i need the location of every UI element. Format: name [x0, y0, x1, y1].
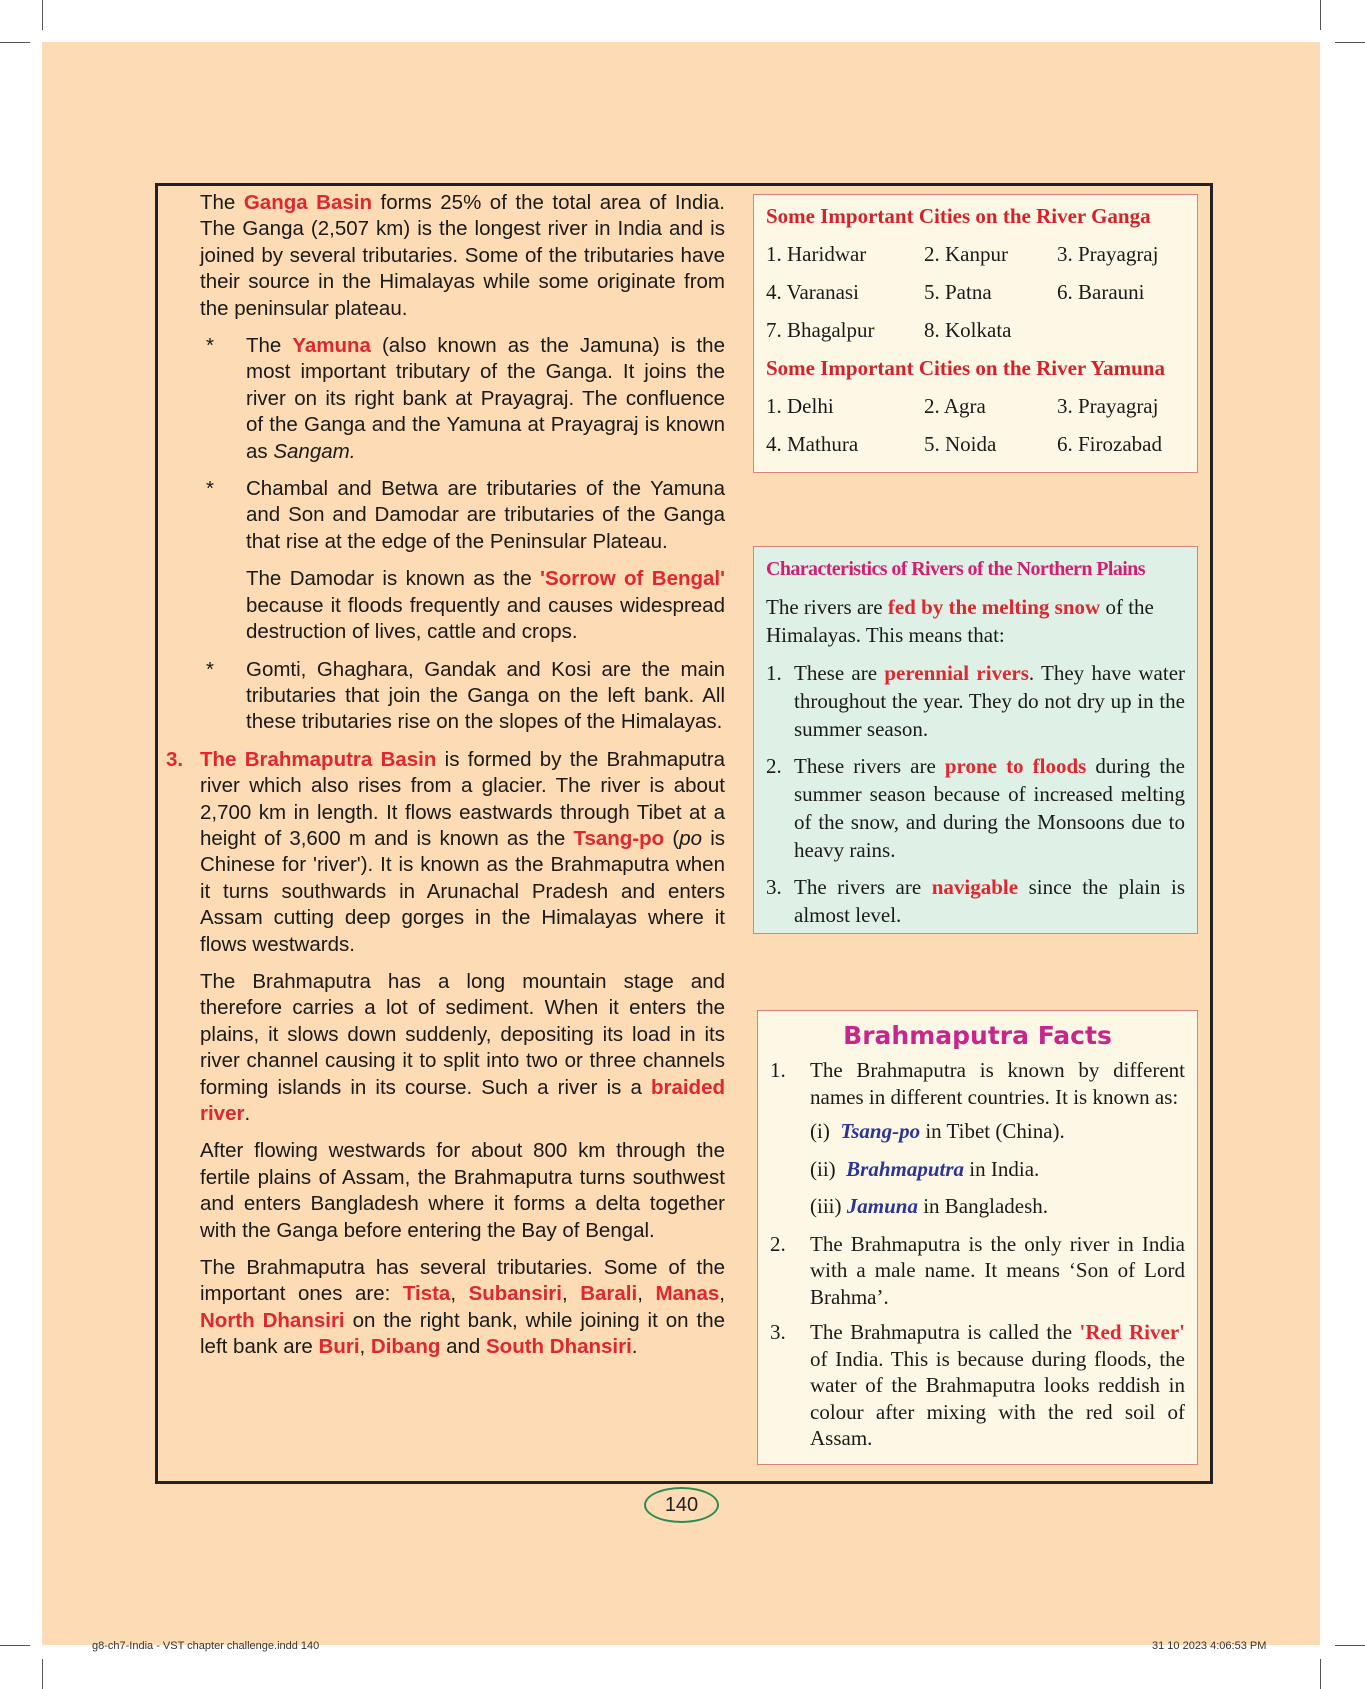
- slug-timestamp: 31 10 2023 4:06:53 PM: [1152, 1640, 1267, 1652]
- list-item: (iii) Jamuna in Bangladesh.: [810, 1194, 1049, 1218]
- facts-title: Brahmaputra Facts: [843, 1021, 1112, 1050]
- table-row: 7. Bhagalpur 8. Kolkata: [766, 318, 1012, 342]
- list-item: 3. The Brahmaputra is called the 'Red River' of India. This is because during floods, the water of the Brahmaputra looks reddish in colour after mixing with the red soil of Assam.: [770, 1320, 1185, 1450]
- list-item: 2. These rivers are prone to floods during the summer season because of increased melting of the snow, and during the Monsoons due to heavy rains.: [766, 754, 1186, 862]
- cities-box: [753, 194, 1198, 473]
- table-row: 4. Varanasi 5. Patna 6. Barauni: [766, 280, 1145, 304]
- crop-mark: [1320, 0, 1321, 30]
- ganga-basin-paragraph: The Ganga Basin forms 25% of the total area of India. The Ganga (2,507 km) is the longest river in India and is joined by several tributaries. Some of the tributaries have their source in the Himalayas while some originate from the peninsular plateau.: [200, 191, 725, 320]
- gomti-bullet: * Gomti, Ghaghara, Gandak and Kosi are the main tributaries that join the Ganga on the left bank. All these tributaries rise on the slopes of the Himalayas.: [206, 657, 725, 734]
- term-tsang-po: Tsang-po: [573, 826, 665, 850]
- table-row: 1. Delhi 2. Agra 3. Prayagraj: [766, 394, 1159, 418]
- crop-mark: [42, 1659, 43, 1689]
- page-number: 140: [644, 1487, 719, 1523]
- ganga-cities-title: Some Important Cities on the River Ganga: [766, 204, 1151, 228]
- crop-mark: [1335, 42, 1365, 43]
- crop-mark: [0, 1645, 30, 1646]
- term-ganga-basin: Ganga Basin: [243, 191, 372, 214]
- table-row: 4. Mathura 5. Noida 6. Firozabad: [766, 432, 1162, 456]
- characteristics-box: [753, 546, 1198, 934]
- main-text-column: [166, 190, 725, 1372]
- list-item: 1. The Brahmaputra is known by different names in different countries. It is known as:: [770, 1058, 1185, 1109]
- brahmaputra-basin-section: 3. The Brahmaputra Basin is formed by the Brahmaputra river which also rises from a glacier. The river is about 2,700 km in length. It flows eastwards through Tibet at a height of 3,600 m and is known as the Tsang-po (po is Chinese for 'river'). It is known as the Brahmaputra when it turns southwards in Arunachal Pradesh and enters Assam cutting deep gorges in the Himalayas where it flows westwards.: [166, 747, 725, 956]
- chambal-betwa-bullet: * Chambal and Betwa are tributaries of the Yamuna and Son and Damodar are tributaries of the Ganga that rise at the edge of the Peninsular Plateau. The Damodar is known as the 'Sorrow of Bengal' because it floods frequently and causes widespread destruction of lives, cattle and crops.: [206, 477, 725, 644]
- list-item: 3. The rivers are navigable since the plain is almost level.: [766, 875, 1185, 927]
- list-item: 2. The Brahmaputra is the only river in India with a male name. It means ‘Son of Lord Brahma’.: [770, 1231, 1185, 1309]
- tributaries-paragraph: The Brahmaputra has several tributaries. Some of the important ones are: Tista, Subansiri, Barali, Manas, North Dhansiri on the right bank, while joining it on the left bank are Buri, Dibang and South Dhansiri.: [200, 1256, 725, 1359]
- crop-mark: [0, 42, 30, 43]
- characteristics-intro: The rivers are fed by the melting snow of the Himalayas. This means that:: [766, 595, 1154, 647]
- crop-mark: [42, 0, 43, 30]
- list-item: (i) Tsang-po in Tibet (China).: [810, 1119, 1065, 1143]
- sediment-paragraph: The Brahmaputra has a long mountain stage and therefore carries a lot of sediment. When it enters the plains, it slows down suddenly, depositing its load in its river channel causing it to split into two or three channels forming islands in its course. Such a river is a braided river.: [200, 969, 725, 1125]
- term-brahmaputra-basin: The Brahmaputra Basin: [200, 747, 437, 771]
- slug-filename: g8-ch7-India - VST chapter challenge.indd 140: [92, 1640, 320, 1652]
- term-braided-river: braided river: [200, 1075, 725, 1125]
- table-row: 1. Haridwar 2. Kanpur 3. Prayagraj: [766, 242, 1159, 266]
- term-sorrow-of-bengal: 'Sorrow of Bengal': [540, 567, 725, 591]
- characteristics-title: Characteristics of Rivers of the Northern Plains: [766, 558, 1145, 580]
- list-item: 1. These are perennial rivers. They have water throughout the year. They do not dry up in the summer season.: [766, 661, 1186, 741]
- list-item: (ii) Brahmaputra in India.: [810, 1156, 1040, 1181]
- yamuna-cities-title: Some Important Cities on the River Yamuna: [766, 356, 1165, 380]
- brahmaputra-facts-box: [757, 1010, 1198, 1465]
- crop-mark: [1320, 1659, 1321, 1689]
- term-yamuna: Yamuna: [292, 334, 371, 358]
- crop-mark: [1335, 1645, 1365, 1646]
- bangladesh-paragraph: After flowing westwards for about 800 km through the fertile plains of Assam, the Brahmaputra turns southwest and enters Bangladesh where it forms a delta together with the Ganga before entering the Bay of Bengal.: [200, 1139, 725, 1242]
- yamuna-bullet: * The Yamuna (also known as the Jamuna) is the most important tributary of the Ganga. It joins the river on its right bank at Prayagraj. The confluence of the Ganga and the Yamuna at Prayagraj is known as Sangam.: [206, 334, 725, 463]
